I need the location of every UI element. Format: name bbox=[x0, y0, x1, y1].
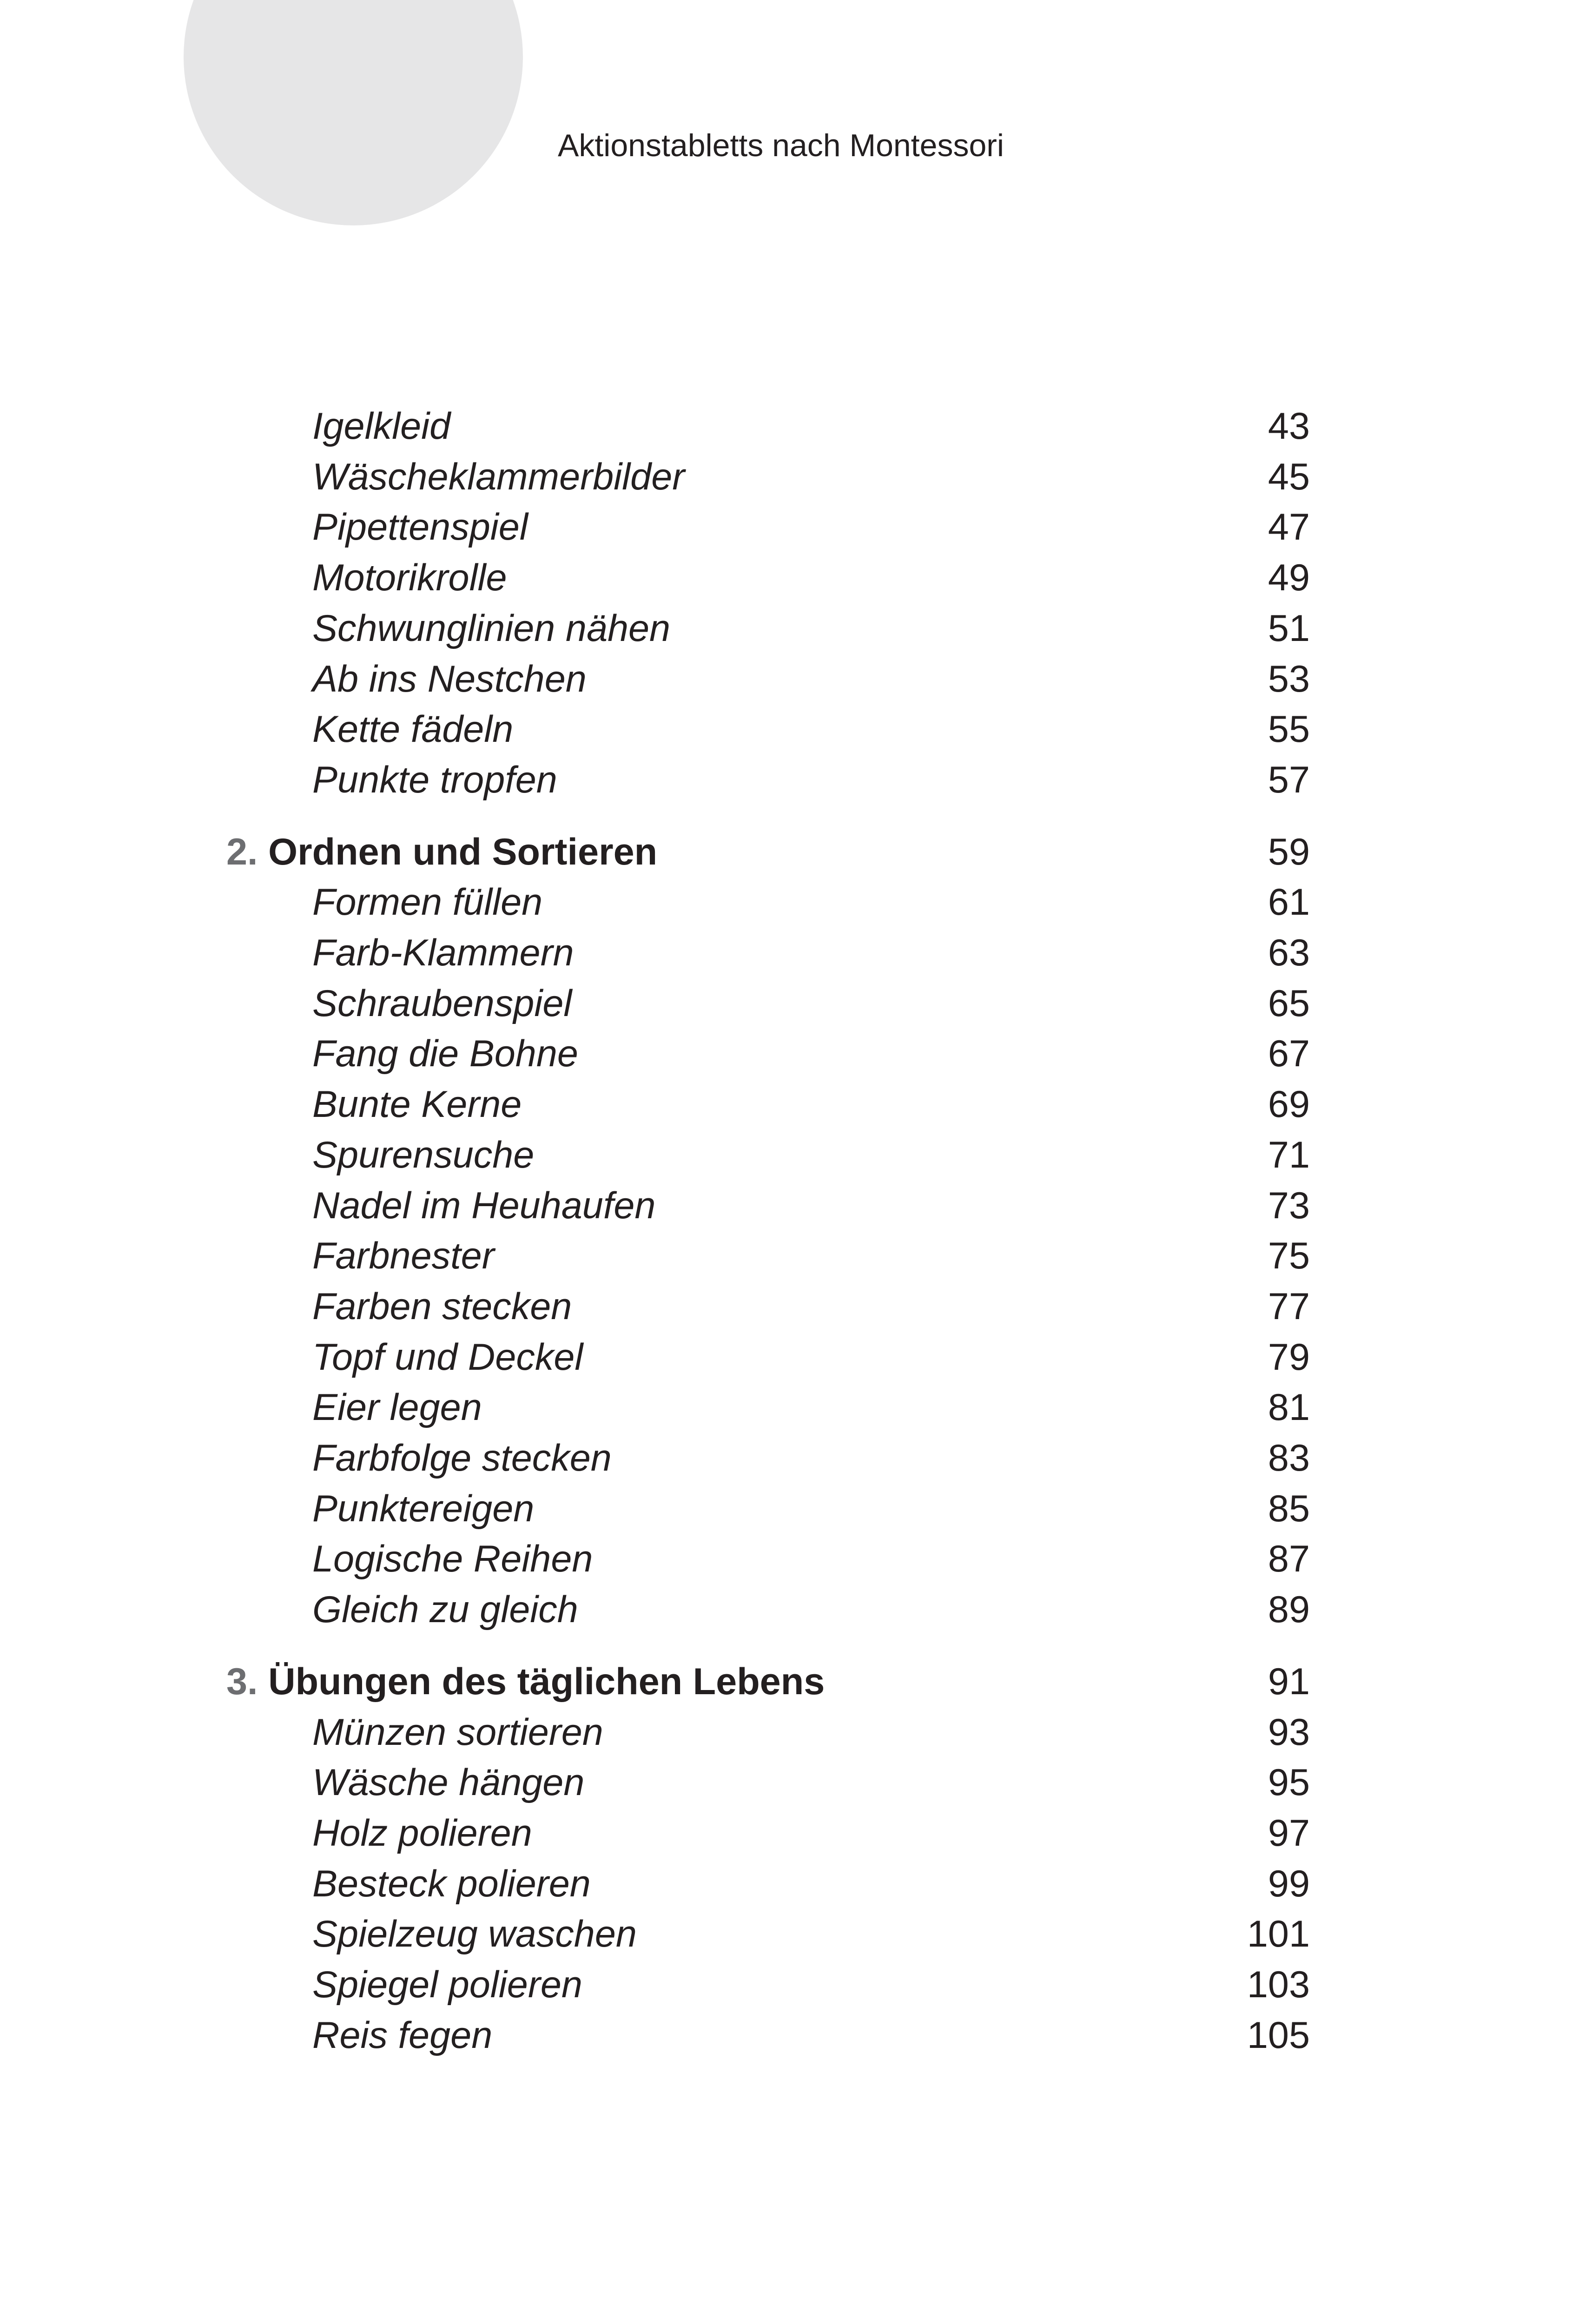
toc-entry bbox=[0, 1433, 1592, 1484]
toc-page-number: 81 bbox=[1268, 1386, 1310, 1429]
toc-entry-title: Farben stecken bbox=[312, 1285, 572, 1327]
toc-entry bbox=[0, 1707, 1592, 1758]
toc-entry-title: Formen füllen bbox=[312, 881, 543, 924]
toc-page-number: 99 bbox=[1268, 1862, 1310, 1905]
toc-page-number: 75 bbox=[1268, 1235, 1310, 1277]
toc-entry-title: Schwunglinien nähen bbox=[312, 607, 671, 649]
toc-entry bbox=[0, 1281, 1592, 1332]
toc-entry bbox=[0, 927, 1592, 978]
toc-entry bbox=[0, 1079, 1592, 1130]
toc-entry bbox=[0, 502, 1592, 553]
toc-page-number: 87 bbox=[1268, 1538, 1310, 1580]
toc-entry-title: Punktereigen bbox=[312, 1487, 535, 1530]
toc-entry-title: Ab ins Nestchen bbox=[312, 658, 587, 700]
toc-page-number: 53 bbox=[1268, 658, 1310, 700]
toc-entry-title: Farb-Klammern bbox=[312, 932, 574, 974]
toc-chapter-number: 2. bbox=[226, 831, 258, 873]
toc-entry-title: Wäscheklammerbilder bbox=[312, 456, 685, 498]
toc-chapter-label: Übungen des täglichen Lebens bbox=[268, 1660, 825, 1703]
toc-entry-title: Logische Reihen bbox=[312, 1538, 593, 1580]
toc-page-number: 43 bbox=[1268, 405, 1310, 447]
toc-chapter-heading bbox=[0, 826, 1592, 878]
toc-entry-title: Münzen sortieren bbox=[312, 1711, 603, 1753]
toc-entry bbox=[0, 1584, 1592, 1635]
toc-entry-title: Schraubenspiel bbox=[312, 982, 572, 1024]
toc-page-number: 57 bbox=[1268, 759, 1310, 801]
toc-page-number: 49 bbox=[1268, 557, 1310, 599]
toc-page-number: 69 bbox=[1268, 1083, 1310, 1126]
running-header: Aktionstabletts nach Montessori bbox=[558, 128, 1004, 163]
toc-entry-title: Topf und Deckel bbox=[312, 1336, 583, 1378]
toc-entry-title: Eier legen bbox=[312, 1386, 482, 1429]
toc-entry bbox=[0, 1959, 1592, 2010]
toc-entry-title: Gleich zu gleich bbox=[312, 1589, 578, 1631]
toc-entry bbox=[0, 1332, 1592, 1383]
toc-page-number: 95 bbox=[1268, 1762, 1310, 1804]
toc-chapter-title bbox=[226, 826, 657, 878]
toc-chapter-number: 3. bbox=[226, 1660, 258, 1703]
toc-entry bbox=[0, 654, 1592, 705]
toc-page-number: 105 bbox=[1247, 2014, 1310, 2056]
toc-page-number: 89 bbox=[1268, 1589, 1310, 1631]
toc-page-number: 73 bbox=[1268, 1184, 1310, 1227]
toc-page-number: 71 bbox=[1268, 1134, 1310, 1176]
toc-entry-title: Spiegel polieren bbox=[312, 1964, 582, 2006]
toc-entry-title: Reis fegen bbox=[312, 2014, 493, 2056]
toc-chapter-heading bbox=[0, 1656, 1592, 1707]
toc-entry bbox=[0, 1533, 1592, 1585]
toc-page-number: 63 bbox=[1268, 932, 1310, 974]
toc-entry-title: Kette fädeln bbox=[312, 708, 514, 751]
toc-chapter-label: Ordnen und Sortieren bbox=[268, 831, 658, 873]
toc-page-number: 47 bbox=[1268, 506, 1310, 548]
toc-entry bbox=[0, 451, 1592, 502]
toc-entry-title: Spielzeug waschen bbox=[312, 1913, 637, 1955]
toc-entry-title: Motorikrolle bbox=[312, 557, 507, 599]
toc-entry-title: Farbnester bbox=[312, 1235, 495, 1277]
toc-chapter-title bbox=[226, 1656, 825, 1707]
toc-entry-title: Bunte Kerne bbox=[312, 1083, 522, 1126]
toc-entry bbox=[0, 754, 1592, 805]
toc-entry-title: Pipettenspiel bbox=[312, 506, 528, 548]
toc-entry bbox=[0, 1757, 1592, 1808]
toc-entry-title: Fang die Bohne bbox=[312, 1033, 578, 1075]
toc-entry bbox=[0, 1129, 1592, 1181]
toc-entry bbox=[0, 1858, 1592, 1909]
toc-entry bbox=[0, 1808, 1592, 1859]
toc-page-number: 67 bbox=[1268, 1033, 1310, 1075]
toc-page-number: 51 bbox=[1268, 607, 1310, 649]
toc-entry bbox=[0, 1908, 1592, 1960]
toc-page-number: 83 bbox=[1268, 1437, 1310, 1479]
toc-page-number: 91 bbox=[1268, 1660, 1310, 1703]
toc-entry bbox=[0, 603, 1592, 654]
toc-entry bbox=[0, 704, 1592, 755]
toc-page-number: 59 bbox=[1268, 831, 1310, 873]
toc-page-number: 85 bbox=[1268, 1487, 1310, 1530]
toc-entry-title: Nadel im Heuhaufen bbox=[312, 1184, 656, 1227]
toc-page-number: 45 bbox=[1268, 456, 1310, 498]
toc-entry-title: Igelkleid bbox=[312, 405, 451, 447]
toc-entry bbox=[0, 401, 1592, 452]
toc-page-number: 103 bbox=[1247, 1964, 1310, 2006]
toc-entry-title: Punkte tropfen bbox=[312, 759, 557, 801]
toc-page-number: 79 bbox=[1268, 1336, 1310, 1378]
toc-entry bbox=[0, 1028, 1592, 1079]
toc-entry-title: Farbfolge stecken bbox=[312, 1437, 612, 1479]
toc-page-number: 93 bbox=[1268, 1711, 1310, 1753]
toc-entry bbox=[0, 877, 1592, 928]
toc-entry-title: Spurensuche bbox=[312, 1134, 535, 1176]
toc-entry bbox=[0, 978, 1592, 1029]
toc-entry bbox=[0, 1230, 1592, 1281]
toc-entry-title: Wäsche hängen bbox=[312, 1762, 585, 1804]
toc-page-number: 101 bbox=[1247, 1913, 1310, 1955]
toc-entry bbox=[0, 2010, 1592, 2061]
toc-page-number: 61 bbox=[1268, 881, 1310, 924]
toc-entry bbox=[0, 1180, 1592, 1231]
toc-page-number: 65 bbox=[1268, 982, 1310, 1024]
toc-entry bbox=[0, 552, 1592, 603]
toc-entry bbox=[0, 1483, 1592, 1534]
decorative-circle bbox=[184, 0, 523, 225]
toc-entry-title: Holz polieren bbox=[312, 1812, 532, 1854]
toc-page-number: 77 bbox=[1268, 1285, 1310, 1327]
toc-page-number: 55 bbox=[1268, 708, 1310, 751]
toc-entry-title: Besteck polieren bbox=[312, 1862, 591, 1905]
toc-entry bbox=[0, 1382, 1592, 1433]
toc-page-number: 97 bbox=[1268, 1812, 1310, 1854]
